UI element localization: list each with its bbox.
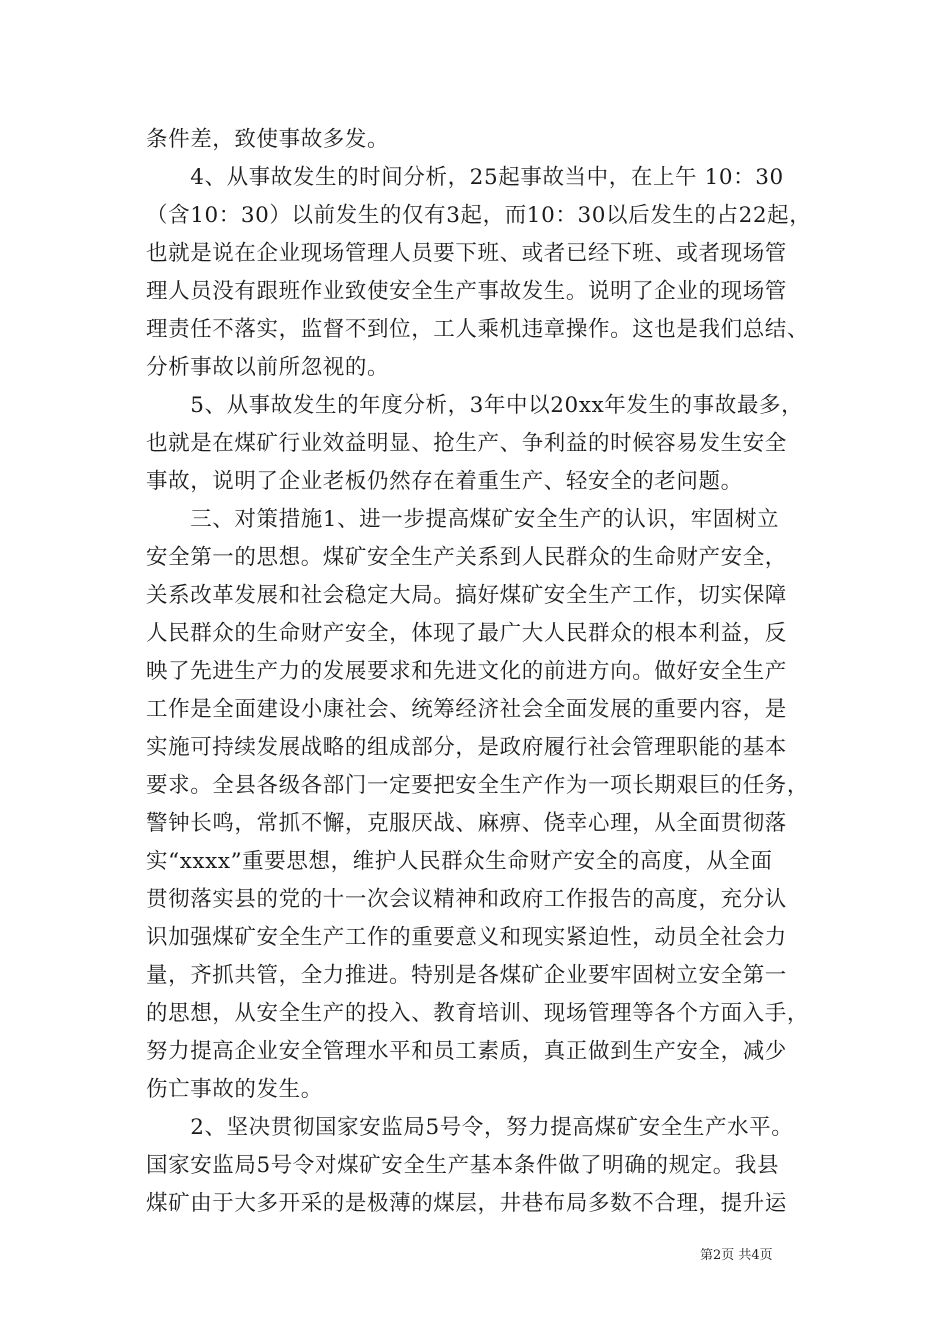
text-line: 警钟长鸣，常抓不懈，克服厌战、麻痹、侥幸心理，从全面贯彻落 — [146, 811, 787, 836]
text-line: 量，齐抓共管，全力推进。特别是各煤矿企业要牢固树立安全第一 — [146, 963, 787, 988]
text-line: 也就是在煤矿行业效益明显、抢生产、争利益的时候容易发生安全 — [146, 431, 787, 456]
text-line: 实施可持续发展战略的组成部分，是政府履行社会管理职能的基本 — [146, 735, 787, 760]
text-line: 5、从事故发生的年度分析，3年中以20xx年发生的事故最多， — [146, 393, 804, 418]
text-line: 条件差，致使事故多发。 — [146, 127, 390, 152]
text-line: 4、从事故发生的时间分析，25起事故当中，在上午 10：30 — [146, 165, 784, 190]
text-line: 2、坚决贯彻国家安监局5号令，努力提高煤矿安全生产水平。 — [146, 1115, 794, 1140]
text-line: 努力提高企业安全管理水平和员工素质，真正做到生产安全，减少 — [146, 1039, 787, 1064]
text-line: 人民群众的生命财产安全，体现了最广大人民群众的根本利益，反 — [146, 621, 787, 646]
text-line: 工作是全面建设小康社会、统筹经济社会全面发展的重要内容，是 — [146, 697, 787, 722]
text-line: 贯彻落实县的党的十一次会议精神和政府工作报告的高度，充分认 — [146, 887, 787, 912]
text-line: 分析事故以前所忽视的。 — [146, 355, 390, 380]
text-line: 煤矿由于大多开采的是极薄的煤层，井巷布局多数不合理，提升运 — [146, 1191, 787, 1216]
text-line: 事故，说明了企业老板仍然存在着重生产、轻安全的老问题。 — [146, 469, 743, 494]
text-line: 安全第一的思想。煤矿安全生产关系到人民群众的生命财产安全， — [146, 545, 787, 570]
text-line: 理人员没有跟班作业致使安全生产事故发生。说明了企业的现场管 — [146, 279, 787, 304]
text-line: 要求。全县各级各部门一定要把安全生产作为一项长期艰巨的任务， — [146, 773, 810, 798]
text-line: 三、对策措施1、进一步提高煤矿安全生产的认识，牢固树立 — [146, 507, 780, 532]
text-line: 实“xxxx”重要思想，维护人民群众生命财产安全的高度，从全面 — [146, 849, 773, 874]
text-line: 也就是说在企业现场管理人员要下班、或者已经下班、或者现场管 — [146, 241, 787, 266]
text-line: 识加强煤矿安全生产工作的重要意义和现实紧迫性，动员全社会力 — [146, 925, 787, 950]
text-line: 关系改革发展和社会稳定大局。搞好煤矿安全生产工作，切实保障 — [146, 583, 787, 608]
page-number-footer: 第2页 共4页 — [700, 1248, 773, 1263]
text-line: 伤亡事故的发生。 — [146, 1077, 323, 1102]
text-line: 理责任不落实，监督不到位，工人乘机违章操作。这也是我们总结、 — [146, 317, 810, 342]
text-line: 的思想，从安全生产的投入、教育培训、现场管理等各个方面入手， — [146, 1001, 810, 1026]
text-line: 映了先进生产力的发展要求和先进文化的前进方向。做好安全生产 — [146, 659, 787, 684]
text-line: （含10：30）以前发生的仅有3起，而10：30以后发生的占22起， — [146, 203, 812, 228]
text-line: 国家安监局5号令对煤矿安全生产基本条件做了明确的规定。我县 — [146, 1153, 780, 1178]
